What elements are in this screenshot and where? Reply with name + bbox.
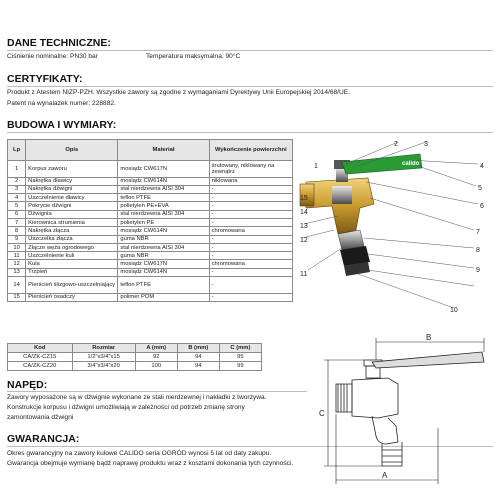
dimension-a-label: A (382, 471, 388, 480)
tech-title: DANE TECHNICZNE: (7, 37, 111, 49)
cell-kod: CA/ZK-CZ20 (8, 362, 73, 371)
cell-opis: Uszczelnienie kuli (26, 252, 118, 260)
tech-temperature: Temperatura maksymalna: 90°C (146, 53, 241, 60)
parts-row (8, 243, 293, 251)
warranty-line-1: Okres gwarancyjny na zawory kulowe CALIDO seria OGRÓD wynosi 5 lat od daty zakupu. (7, 450, 272, 457)
section-divider (7, 50, 493, 51)
cell-lp: 9 (8, 235, 26, 243)
cell-rozmiar: 1/2"x3/4"x15 (72, 353, 135, 362)
parts-row (8, 277, 293, 294)
cell-opis: Dźwignia (26, 210, 118, 218)
dims-row (8, 353, 262, 362)
valve-exploded-diagram (298, 138, 494, 316)
cell-wykonczenie: śrutowany, niklowany na zewnątrz (209, 161, 292, 178)
dimension-c-label: C (319, 409, 325, 418)
callout-label: 13 (300, 223, 308, 230)
dims-body (8, 353, 262, 371)
section-divider (7, 391, 307, 392)
section-divider (7, 132, 493, 133)
cell-a: 92 (135, 353, 177, 362)
parts-row (8, 202, 293, 210)
cell-lp: 1 (8, 161, 26, 178)
cell-material: mosiądz CW614N (118, 268, 209, 276)
callout-label: 14 (300, 209, 308, 216)
callout-label: 11 (300, 271, 308, 278)
cell-material: stal nierdzewna AISI 304 (118, 210, 209, 218)
build-title: BUDOWA I WYMIARY: (7, 119, 117, 131)
callout-label: 8 (476, 247, 480, 254)
cell-b: 94 (177, 353, 219, 362)
callout-label: 2 (394, 141, 398, 148)
cell-material: mosiądz CW617N (118, 260, 209, 268)
cell-lp: 12 (8, 260, 26, 268)
cell-wykonczenie: chromowana (209, 260, 292, 268)
parts-row (8, 161, 293, 178)
parts-row (8, 227, 293, 235)
cell-wykonczenie: - (209, 268, 292, 276)
col-wykonczenie: Wykończenie powierzchni (209, 140, 292, 161)
col-rozmiar: Rozmiar (72, 344, 135, 353)
cell-opis: Nakrętka dławicy (26, 177, 118, 185)
parts-row (8, 252, 293, 260)
cell-opis: Kierownica strumienia (26, 218, 118, 226)
col-opis: Opis (26, 140, 118, 161)
cell-lp: 4 (8, 194, 26, 202)
parts-row (8, 268, 293, 276)
callout-label: 6 (480, 203, 484, 210)
cell-material: mosiądz CW614N (118, 177, 209, 185)
drive-line-1: Zawory wyposażone są w dźwignie wykonane ze stali nierdzewnej i nakładki z tworzywa. (7, 394, 267, 401)
parts-table (7, 139, 293, 302)
section-divider (7, 86, 493, 87)
callout-label: 15 (300, 195, 308, 202)
cell-wykonczenie: - (209, 293, 292, 301)
valve-outline (336, 360, 402, 466)
callout-label: 12 (300, 237, 308, 244)
parts-row (8, 260, 293, 268)
parts-row (8, 185, 293, 193)
cell-c: 99 (219, 362, 261, 371)
col-c: C (mm) (219, 344, 261, 353)
callout-label: 1 (314, 163, 318, 170)
cell-wykonczenie: - (209, 194, 292, 202)
dimension-b-label: B (426, 333, 432, 342)
drive-line-3: zamontowania dźwigni (7, 414, 74, 421)
cell-material: stal nierdzewna AISI 304 (118, 185, 209, 193)
cell-b: 94 (177, 362, 219, 371)
cell-lp: 14 (8, 277, 26, 294)
cell-kod: CA/ZK-CZ15 (8, 353, 73, 362)
cell-material: polietylen PE (118, 218, 209, 226)
cell-material: mosiądz CW614N (118, 227, 209, 235)
cell-lp: 6 (8, 210, 26, 218)
cell-opis: Uszczelka złącza (26, 235, 118, 243)
parts-row (8, 218, 293, 226)
cell-material: guma NBR (118, 235, 209, 243)
dims-header-row (8, 344, 262, 353)
ball-shape (332, 186, 352, 204)
warranty-title: GWARANCJA: (7, 433, 80, 445)
parts-row (8, 177, 293, 185)
cell-wykonczenie: - (209, 202, 292, 210)
cell-opis: Nakrętka złącza (26, 227, 118, 235)
cell-material: guma NBR (118, 252, 209, 260)
drive-title: NAPĘD: (7, 379, 48, 391)
dimensions-table (7, 343, 262, 371)
col-b: B (mm) (177, 344, 219, 353)
cell-lp: 15 (8, 293, 26, 301)
dims-row (8, 362, 262, 371)
callout-label: 3 (424, 141, 428, 148)
callout-label: 10 (450, 307, 458, 314)
parts-row (8, 235, 293, 243)
cert-line-2: Patent na wynalazek numer: 228882. (7, 100, 116, 107)
cell-lp: 11 (8, 252, 26, 260)
cell-lp: 3 (8, 185, 26, 193)
cell-wykonczenie: - (209, 243, 292, 251)
cell-a: 100 (135, 362, 177, 371)
callout-label: 9 (476, 267, 480, 274)
cell-rozmiar: 3/4"x3/4"x20 (72, 362, 135, 371)
callout-label: 4 (480, 163, 484, 170)
cell-opis: Pierścień ślizgowo-uszczelniający (26, 277, 118, 294)
drive-line-2: Konstrukcje korpusu i dźwigni umożliwiają w zależności od potrzeb zmianę strony (7, 404, 245, 411)
cell-wykonczenie: - (209, 235, 292, 243)
cell-opis: Korpus zaworu (26, 161, 118, 178)
parts-row (8, 194, 293, 202)
cell-wykonczenie: - (209, 218, 292, 226)
dimension-c-line (324, 360, 382, 466)
cell-material: polietylen PE+EVA (118, 202, 209, 210)
cell-wykonczenie: - (209, 277, 292, 294)
col-lp: Lp (8, 140, 26, 161)
callout-label: 7 (476, 229, 480, 236)
callout-label: 5 (478, 185, 482, 192)
cell-material: stal nierdzewna AISI 304 (118, 243, 209, 251)
cell-opis: Pierścień osadczy (26, 293, 118, 301)
lever-outline (372, 352, 484, 368)
cell-lp: 7 (8, 218, 26, 226)
warranty-line-2: Gwarancja obejmuje wymianę bądź naprawę produktu wraz z kosztami dokonania tych czynności. (7, 460, 294, 467)
cell-lp: 2 (8, 177, 26, 185)
cert-line-1: Produkt z Atestem NIZP-PZH. Wszystkie zawory są zgodne z wymaganiami Dyrektywy Unii Europejskiej 2014/68/UE. (7, 89, 350, 96)
cell-opis: Nakrętka dźwigni (26, 185, 118, 193)
tech-pressure: Ciśnienie nominalne: PN30 bar (7, 53, 98, 60)
cell-wykonczenie: chromowana (209, 227, 292, 235)
parts-header-row (8, 140, 293, 161)
parts-row (8, 210, 293, 218)
cell-lp: 8 (8, 227, 26, 235)
cell-material: polimer POM (118, 293, 209, 301)
parts-row (8, 293, 293, 301)
col-a: A (mm) (135, 344, 177, 353)
cell-opis: Kula (26, 260, 118, 268)
valve-dimension-drawing (318, 332, 494, 490)
parts-body (8, 161, 293, 302)
cell-wykonczenie: - (209, 252, 292, 260)
cell-opis: Trzpień (26, 268, 118, 276)
cell-opis: Uszczelnienie dławicy (26, 194, 118, 202)
cell-wykonczenie: - (209, 210, 292, 218)
cell-opis: Pokrycie dźwigni (26, 202, 118, 210)
cell-material: mosiądz CW617N (118, 161, 209, 178)
cell-c: 95 (219, 353, 261, 362)
cell-wykonczenie: niklowana (209, 177, 292, 185)
cell-material: teflon PTFE (118, 194, 209, 202)
lever-brand-text: calido (402, 161, 420, 167)
cell-material: teflon PTFE (118, 277, 209, 294)
cell-wykonczenie: - (209, 185, 292, 193)
cell-lp: 10 (8, 243, 26, 251)
cell-lp: 13 (8, 268, 26, 276)
cell-opis: Złącze węża ogrodowego (26, 243, 118, 251)
col-material: Materiał (118, 140, 209, 161)
cell-lp: 5 (8, 202, 26, 210)
col-kod: Kod (8, 344, 73, 353)
cert-title: CERTYFIKATY: (7, 73, 83, 85)
